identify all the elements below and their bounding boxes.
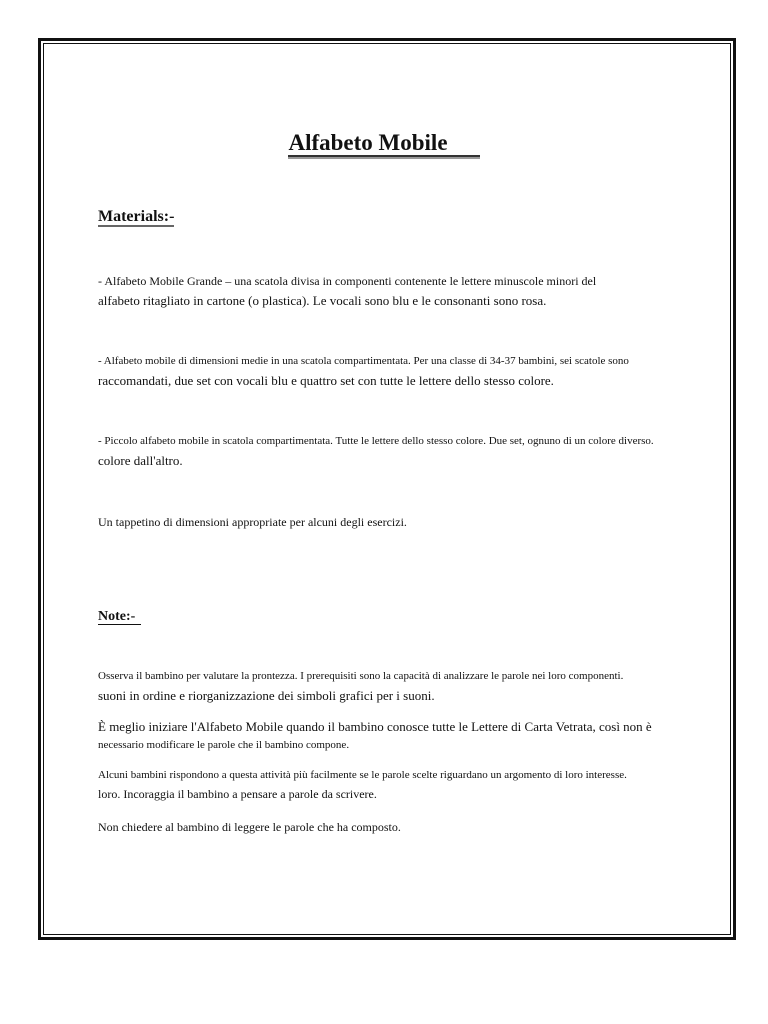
materials-item-2-line-1: - Alfabeto mobile di dimensioni medie in una scatola compartimentata. Per una classe di 34-37 bambini, sei scatole sono bbox=[98, 355, 629, 367]
note-paragraph-1 bbox=[98, 667, 678, 705]
note-paragraph-2-line-1: È meglio iniziare l'Alfabeto Mobile quando il bambino conosce tutte le Lettere di Carta Vetrata, così non è bbox=[98, 719, 652, 734]
note-paragraph-1-line-2: suoni in ordine e riorganizzazione dei simboli grafici per i suoni. bbox=[98, 688, 435, 703]
note-heading-text: Note:- bbox=[98, 609, 141, 625]
materials-item-3-line-2: colore dall'altro. bbox=[98, 453, 183, 468]
note-paragraph-3-line-2: loro. Incoraggia il bambino a pensare a parole da scrivere. bbox=[98, 787, 377, 801]
materials-item-1 bbox=[98, 272, 678, 310]
materials-heading-text: Materials:- bbox=[98, 208, 175, 225]
materials-item-2 bbox=[98, 352, 678, 390]
note-paragraph-3-line-1: Alcuni bambini rispondono a questa attività più facilmente se le parole scelte riguardano un argomento di loro interesse. bbox=[98, 769, 627, 781]
note-paragraph-1-line-1: Osserva il bambino per valutare la prontezza. I prerequisiti sono la capacità di analizzare le parole nei loro componenti. bbox=[98, 670, 624, 682]
note-paragraph-3 bbox=[98, 766, 678, 804]
materials-item-3 bbox=[98, 432, 678, 470]
note-paragraph-4-line-1: Non chiedere al bambino di leggere le parole che ha composto. bbox=[98, 820, 401, 834]
note-paragraph-4 bbox=[98, 818, 678, 837]
materials-item-4-line-1: Un tappetino di dimensioni appropriate per alcuni degli esercizi. bbox=[98, 515, 407, 529]
materials-item-4 bbox=[98, 513, 678, 532]
note-paragraph-2 bbox=[98, 717, 678, 755]
note-heading bbox=[98, 607, 141, 627]
document-title-text: Alfabeto Mobile bbox=[288, 131, 479, 157]
materials-item-2-line-2: raccomandati, due set con vocali blu e quattro set con tutte le lettere dello stesso colore. bbox=[98, 373, 554, 388]
materials-item-1-line-2: alfabeto ritagliato in cartone (o plastica). Le vocali sono blu e le consonanti sono rosa. bbox=[98, 293, 547, 308]
document-title bbox=[0, 128, 768, 158]
materials-item-1-line-1: - Alfabeto Mobile Grande – una scatola divisa in componenti contenente le lettere minuscole minori del bbox=[98, 274, 597, 288]
materials-item-3-line-1: - Piccolo alfabeto mobile in scatola compartimentata. Tutte le lettere dello stesso colore. Due set, ognuno di un colore diverso. bbox=[98, 435, 654, 447]
note-paragraph-2-line-2: necessario modificare le parole che il bambino compone. bbox=[98, 739, 350, 751]
materials-heading bbox=[98, 207, 174, 227]
